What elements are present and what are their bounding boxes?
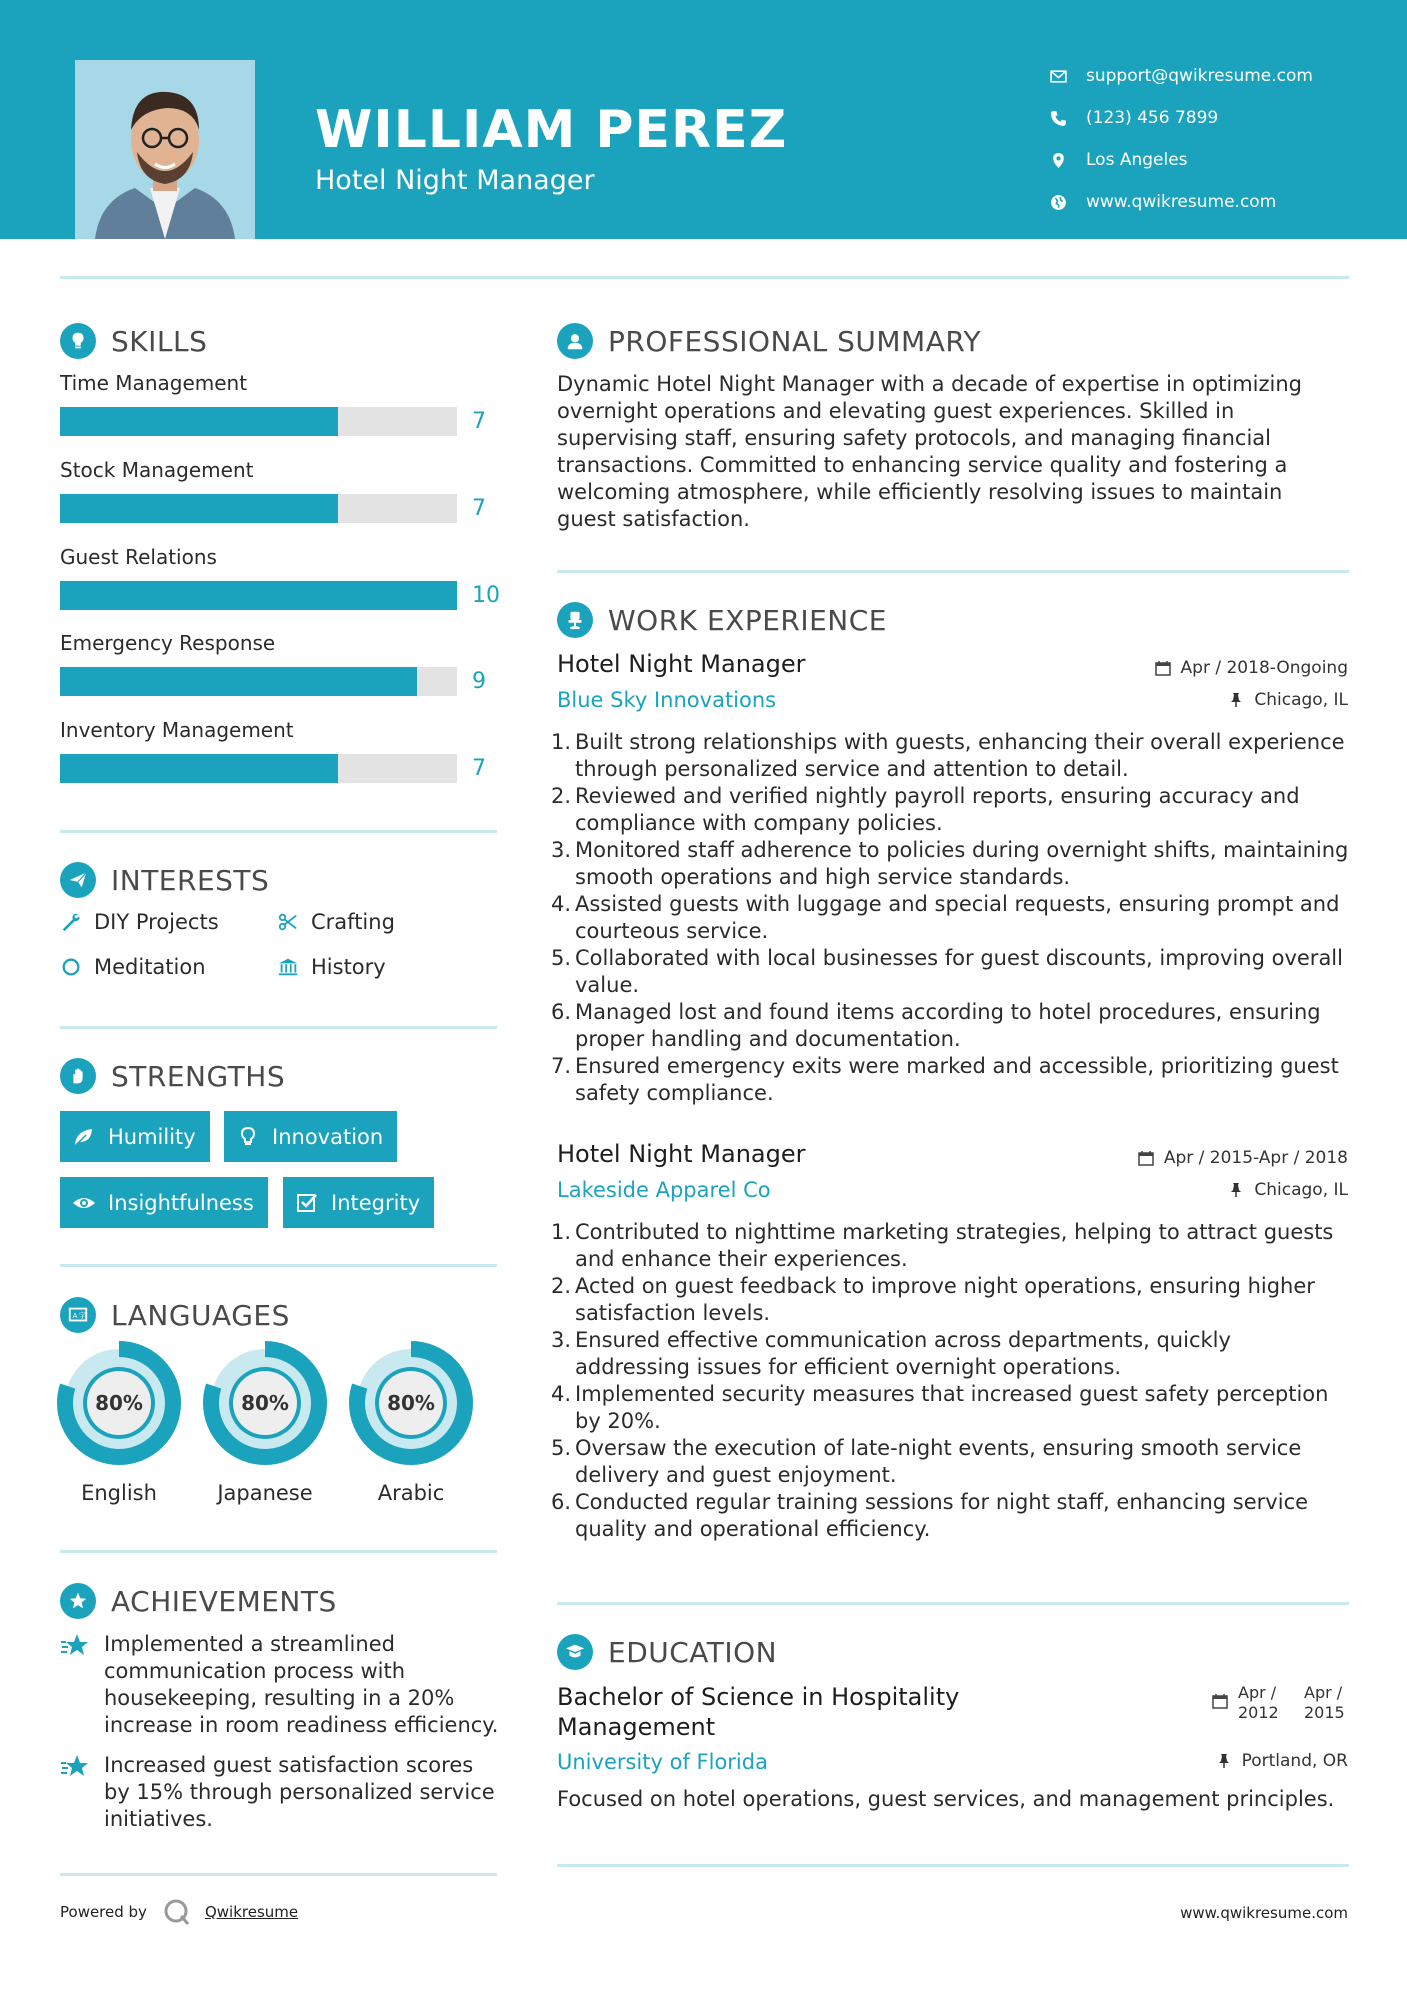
skill-bar-track: [60, 754, 457, 783]
bullet-text: Oversaw the execution of late-night events, ensuring smooth service delivery and guest enjoyment.: [575, 1436, 1302, 1487]
languages-heading: [60, 1297, 290, 1333]
circle-icon: [60, 956, 82, 978]
degree-title: [557, 1682, 959, 1742]
edu-start-date: [1238, 1683, 1304, 1723]
bullet-text: Reviewed and verified nightly payroll reports, ensuring accuracy and compliance with company policies.: [575, 784, 1300, 835]
section-divider: [60, 1873, 497, 1876]
education-description: Focused on hotel operations, guest services, and management principles.: [557, 1787, 1335, 1811]
skill-item: [60, 718, 500, 781]
skill-bar-track: [60, 407, 457, 436]
skill-bar-track: [60, 581, 457, 610]
summary-heading: [557, 323, 981, 359]
job-location-text: Chicago, IL: [1254, 1180, 1348, 1200]
check-square-icon: [295, 1191, 319, 1215]
bullet-text: Conducted regular training sessions for night staff, enhancing service quality and operational efficiency.: [575, 1490, 1309, 1541]
graduate-icon: [557, 1634, 593, 1670]
skill-bar-fill: [60, 754, 338, 783]
interests-title: INTERESTS: [111, 863, 270, 897]
interest-label: DIY Projects: [94, 910, 219, 934]
pushpin-icon: [1228, 692, 1244, 708]
list-item: 5. Oversaw the execution of late-night events, ensuring smooth service delivery and guest enjoyment.: [551, 1436, 1302, 1487]
skill-value: 7: [472, 756, 486, 781]
skill-label: Guest Relations: [60, 545, 217, 569]
job-location-text: Chicago, IL: [1254, 690, 1348, 710]
strength-label: Humility: [108, 1124, 196, 1149]
list-item: 4. Implemented security measures that increased guest safety perception by 20%.: [551, 1382, 1329, 1433]
bullet-text: Implemented security measures that increased guest safety perception by 20%.: [575, 1382, 1329, 1433]
school-name: University of Florida: [557, 1750, 768, 1774]
job-location: [1228, 690, 1348, 710]
degree-line: Bachelor of Science in Hospitality: [557, 1683, 960, 1711]
language-percent: 80%: [241, 1391, 289, 1415]
summary-title: PROFESSIONAL SUMMARY: [608, 324, 982, 358]
skill-value: 7: [472, 409, 486, 434]
list-item: 6. Conducted regular training sessions for night staff, enhancing service quality and operational efficiency.: [551, 1490, 1309, 1541]
leaf-icon: [72, 1125, 96, 1149]
job-title: Hotel Night Manager: [557, 650, 806, 678]
svg-text:A: A: [72, 1310, 78, 1320]
bullet-text: Acted on guest feedback to improve night operations, ensuring higher satisfaction levels.: [575, 1274, 1315, 1325]
language-item: [349, 1341, 473, 1505]
interest-item: [60, 955, 206, 979]
language-icon: [60, 1297, 96, 1333]
skill-label: Emergency Response: [60, 631, 276, 655]
strength-label: Innovation: [272, 1124, 384, 1149]
contact-email[interactable]: [1050, 55, 1313, 97]
strength-tag: [60, 1111, 210, 1162]
skill-bar-track: [60, 494, 457, 523]
pushpin-icon: [1228, 1182, 1244, 1198]
job-dates-text: Apr / 2015-Apr / 2018: [1163, 1148, 1348, 1168]
achievement-item: [60, 1631, 500, 1739]
skills-heading: [60, 323, 207, 359]
list-item: 3. Monitored staff adherence to policies during overnight shifts, maintaining smooth operations and high service standards.: [551, 838, 1349, 889]
languages-title: LANGUAGES: [111, 1298, 290, 1332]
contact-website[interactable]: [1050, 181, 1313, 223]
interest-item: [277, 955, 386, 979]
language-percent: 80%: [95, 1391, 143, 1415]
skill-item: [60, 631, 500, 694]
strength-tag: [60, 1177, 268, 1228]
candidate-role: Hotel Night Manager: [315, 165, 595, 196]
star-icon: [60, 1633, 90, 1659]
footer-powered: [60, 1898, 298, 1926]
language-name: Japanese: [217, 1481, 313, 1505]
contact-website-text: www.qwikresume.com: [1086, 192, 1277, 212]
lightbulb-icon: [60, 323, 96, 359]
language-item: [203, 1341, 327, 1505]
interest-item: [60, 910, 219, 934]
bullet-text: Managed lost and found items according to hotel procedures, ensuring proper handling and documentation.: [575, 1000, 1321, 1051]
bullet-text: Assisted guests with luggage and special requests, ensuring prompt and courteous service.: [575, 892, 1340, 943]
skill-bar-fill: [60, 581, 457, 610]
language-item: [57, 1341, 181, 1505]
bullet-text: Built strong relationships with guests, enhancing their overall experience through personalized service and attention to detail.: [575, 730, 1345, 781]
section-divider: [60, 830, 497, 833]
skill-label: Stock Management: [60, 458, 254, 482]
skill-item: [60, 458, 500, 521]
bullet-text: Ensured effective communication across departments, quickly addressing issues for efficient overnight operations.: [575, 1328, 1231, 1379]
section-divider: [557, 1864, 1349, 1867]
strength-tag: [224, 1111, 397, 1162]
job-dates: [1138, 1148, 1348, 1168]
language-percent: 80%: [387, 1391, 435, 1415]
list-item: 1. Contributed to nighttime marketing strategies, helping to attract guests and enhance their experiences.: [551, 1220, 1334, 1271]
list-item: 3. Ensured effective communication across departments, quickly addressing issues for efficient overnight operations.: [551, 1328, 1231, 1379]
edu-end-2: 2015: [1304, 1703, 1345, 1722]
language-name: English: [81, 1481, 157, 1505]
achievements-heading: [60, 1583, 337, 1619]
list-item: 2. Acted on guest feedback to improve night operations, ensuring higher satisfaction levels.: [551, 1274, 1315, 1325]
skill-item: [60, 545, 500, 608]
job-bullets: [551, 1219, 1349, 1543]
language-donut: [349, 1341, 473, 1465]
skill-label: Inventory Management: [60, 718, 294, 742]
edu-end-date: [1304, 1683, 1348, 1723]
section-divider: [60, 1264, 497, 1267]
office-chair-icon: [557, 602, 593, 638]
job-location: [1228, 1180, 1348, 1200]
contact-phone[interactable]: [1050, 97, 1313, 139]
job-bullets: [551, 729, 1349, 1107]
profile-photo: [75, 60, 255, 239]
contact-location: [1050, 139, 1313, 181]
language-donut: [57, 1341, 181, 1465]
skill-value: 9: [472, 669, 486, 694]
calendar-icon: [1138, 1150, 1154, 1166]
job-dates-text: Apr / 2018-Ongoing: [1180, 658, 1348, 678]
interest-item: [277, 910, 395, 934]
skill-bar-track: [60, 667, 457, 696]
strengths-heading: [60, 1058, 285, 1094]
achievement-text: Implemented a streamlined communication process with housekeeping, resulting in a 20% increase in room readiness efficiency.: [104, 1632, 499, 1737]
resume-header: [0, 0, 1407, 239]
section-divider: [60, 1550, 497, 1553]
education-location-text: Portland, OR: [1241, 1751, 1348, 1771]
achievements-title: ACHIEVEMENTS: [111, 1584, 337, 1618]
skill-value: 7: [472, 496, 486, 521]
achievement-item: [60, 1752, 500, 1833]
bullet-text: Ensured emergency exits were marked and accessible, prioritizing guest safety compliance.: [575, 1054, 1339, 1105]
experience-title: WORK EXPERIENCE: [608, 603, 887, 637]
bullet-text: Contributed to nighttime marketing strategies, helping to attract guests and enhance their experiences.: [575, 1220, 1334, 1271]
skill-bar-fill: [60, 667, 417, 696]
education-heading: [557, 1634, 777, 1670]
experience-heading: [557, 602, 887, 638]
powered-by-label: Powered by: [60, 1903, 147, 1921]
section-divider: [557, 570, 1349, 573]
list-item: 1. Built strong relationships with guests, enhancing their overall experience through personalized service and attention to detail.: [551, 730, 1345, 781]
education-location: [1216, 1751, 1348, 1771]
eye-icon: [72, 1191, 96, 1215]
language-name: Arabic: [377, 1481, 445, 1505]
interest-label: Crafting: [311, 910, 395, 934]
contact-phone-text: (123) 456 7899: [1086, 108, 1219, 128]
interest-label: Meditation: [94, 955, 206, 979]
job-dates: [1155, 658, 1348, 678]
language-donut: [203, 1341, 327, 1465]
bullet-text: Collaborated with local businesses for guest discounts, improving overall value.: [575, 946, 1343, 997]
contact-email-text: support@qwikresume.com: [1086, 66, 1313, 86]
skill-item: [60, 371, 500, 434]
svg-text:字: 字: [78, 1310, 87, 1320]
contact-location-text: Los Angeles: [1086, 150, 1188, 170]
skill-value: 10: [472, 583, 500, 608]
strengths-title: STRENGTHS: [111, 1059, 286, 1093]
strength-label: Insightfulness: [108, 1190, 254, 1215]
list-item: 5. Collaborated with local businesses for guest discounts, improving overall value.: [551, 946, 1343, 997]
job-title: Hotel Night Manager: [557, 1140, 806, 1168]
skills-title: SKILLS: [111, 324, 208, 358]
education-title: EDUCATION: [608, 1635, 778, 1669]
bullet-text: Monitored staff adherence to policies during overnight shifts, maintaining smooth operations and high service standards.: [575, 838, 1349, 889]
section-divider: [60, 1026, 497, 1029]
company-name: Blue Sky Innovations: [557, 688, 777, 712]
user-icon: [557, 323, 593, 359]
list-item: 6. Managed lost and found items according to hotel procedures, ensuring proper handling and documentation.: [551, 1000, 1321, 1051]
list-item: 7. Ensured emergency exits were marked and accessible, prioritizing guest safety compliance.: [551, 1054, 1339, 1105]
star-icon: [60, 1754, 90, 1780]
map-pin-icon: [1050, 152, 1086, 169]
wrench-icon: [60, 911, 82, 933]
section-divider: [557, 1602, 1349, 1605]
calendar-icon: [1212, 1693, 1228, 1709]
footer-site-link[interactable]: www.qwikresume.com: [1180, 1904, 1348, 1922]
phone-icon: [1050, 110, 1086, 127]
pushpin-icon: [1216, 1753, 1232, 1769]
calendar-icon: [1155, 660, 1171, 676]
star-badge-icon: [60, 1583, 96, 1619]
edu-start-2: 2012: [1238, 1703, 1279, 1722]
skill-label: Time Management: [60, 371, 248, 395]
strength-tag: [283, 1177, 434, 1228]
envelope-icon: [1050, 68, 1086, 85]
degree-line: Management: [557, 1713, 716, 1741]
globe-icon: [1050, 194, 1086, 211]
paper-plane-icon: [60, 862, 96, 898]
interest-label: History: [311, 955, 386, 979]
brand-link[interactable]: Qwikresume: [204, 1903, 299, 1921]
skill-bar-fill: [60, 494, 338, 523]
strength-label: Integrity: [331, 1190, 421, 1215]
edu-end-1: Apr /: [1304, 1683, 1343, 1702]
interests-heading: [60, 862, 269, 898]
list-item: 2. Reviewed and verified nightly payroll reports, ensuring accuracy and compliance with company policies.: [551, 784, 1300, 835]
education-dates: [1212, 1683, 1348, 1723]
edu-start-1: Apr /: [1238, 1683, 1277, 1702]
institution-icon: [277, 956, 299, 978]
lightbulb-icon: [236, 1125, 260, 1149]
achievement-text: Increased guest satisfaction scores by 15% through personalized service initiatives.: [104, 1753, 495, 1831]
top-divider: [60, 276, 1349, 279]
contact-list: [1050, 55, 1313, 223]
candidate-name: WILLIAM PEREZ: [315, 100, 788, 160]
skill-bar-fill: [60, 407, 338, 436]
company-name: Lakeside Apparel Co: [557, 1178, 771, 1202]
scissors-icon: [277, 911, 299, 933]
summary-text: Dynamic Hotel Night Manager with a decade of expertise in optimizing overnight operations and elevating guest experiences. Skilled in supervising staff, ensuring safety protocols, and managing financial transactions. Committed to enhancing service quality and fostering a welcoming atmosphere, while efficiently resolving issues to maintain guest satisfaction.: [557, 372, 1303, 531]
hand-icon: [60, 1058, 96, 1094]
list-item: 4. Assisted guests with luggage and special requests, ensuring prompt and courteous service.: [551, 892, 1340, 943]
qwikresume-logo-icon: [163, 1898, 191, 1926]
